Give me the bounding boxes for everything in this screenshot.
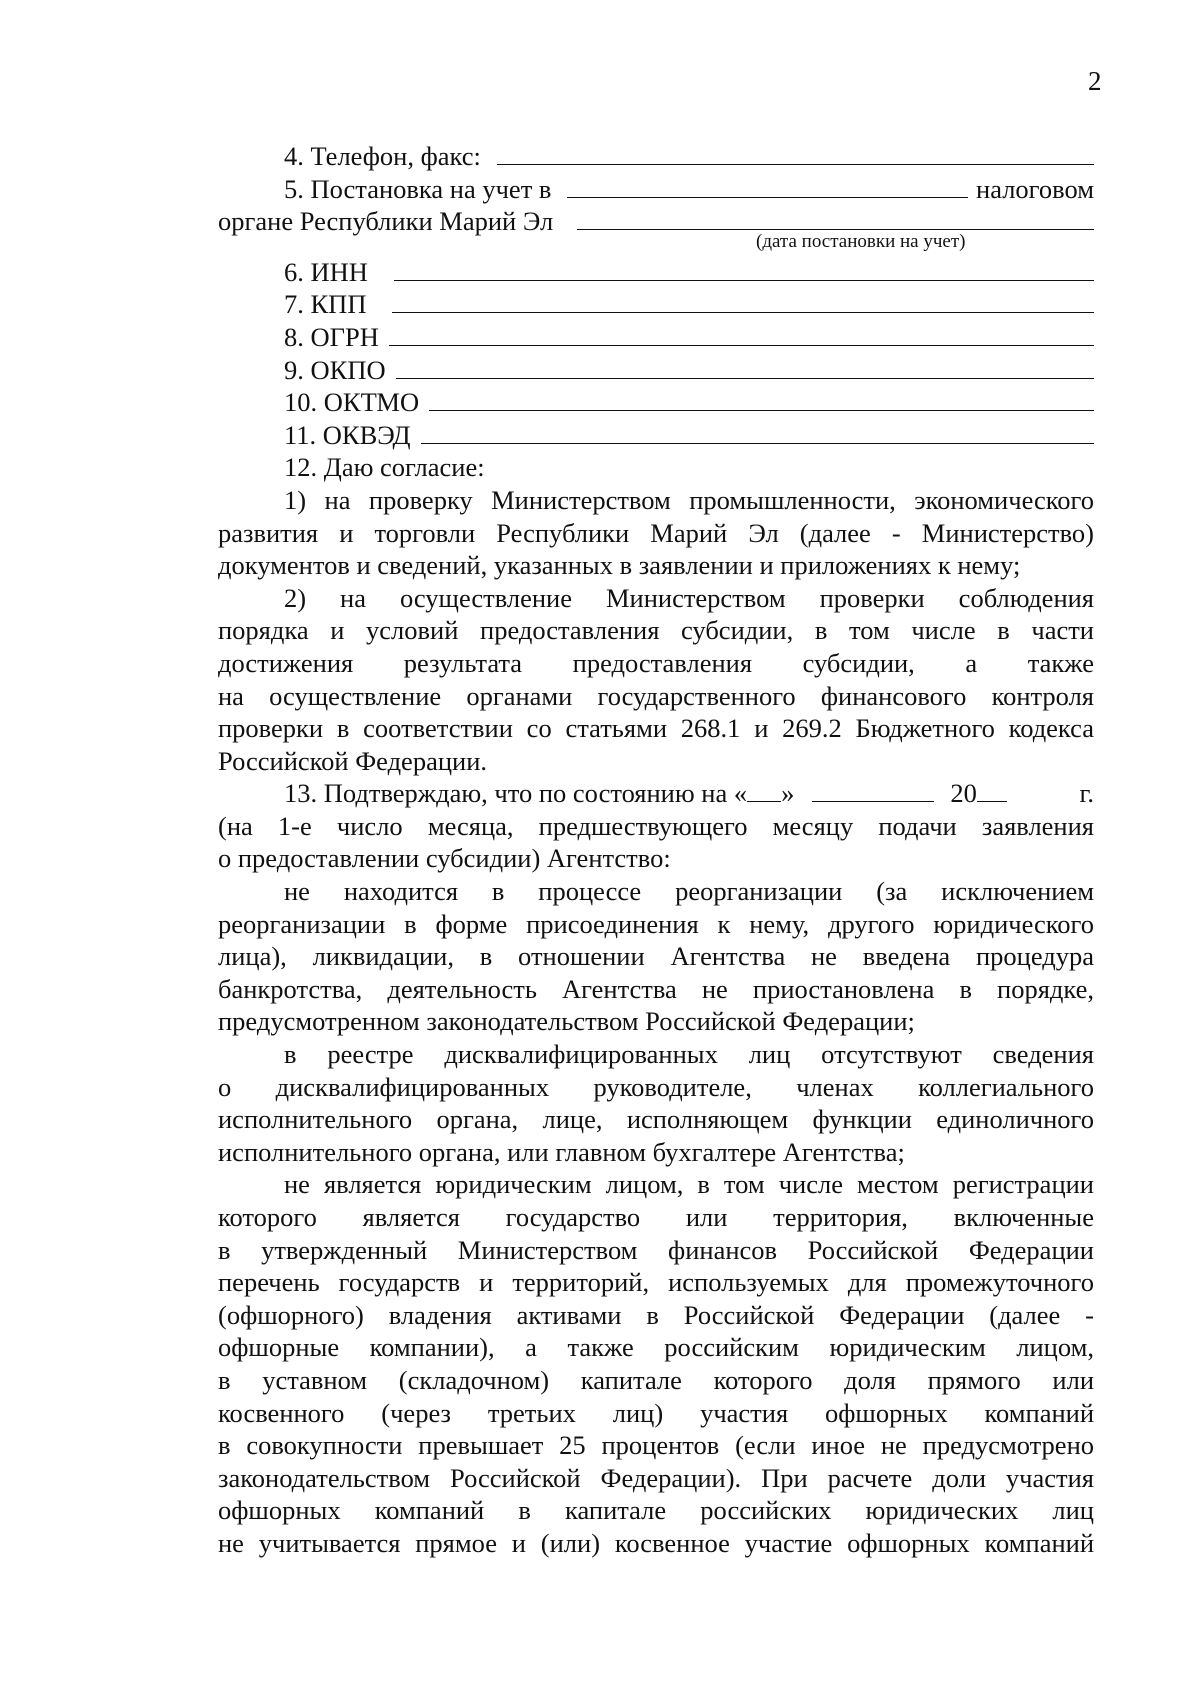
field-caption: (дата постановки на учет) (756, 230, 966, 252)
blank-line (394, 258, 1094, 281)
field-label: 7. КПП (284, 289, 367, 320)
blank-month (812, 779, 934, 802)
text-line: в утвержденный Министерством финансов Российской Федерации (218, 1234, 1094, 1265)
text-line: порядка и условий предоставления субсидии, в том числе в части (218, 615, 1094, 646)
confirm-item-2 (218, 1038, 1094, 1168)
text-line: перечень государств и территорий, используемых для промежуточного (218, 1267, 1094, 1298)
text-segment: г. (1079, 778, 1094, 809)
field-phone (218, 140, 1094, 173)
field-label: 4. Телефон, факс: (284, 141, 481, 171)
blank-line (497, 142, 1094, 165)
field-label: 8. ОГРН (284, 321, 379, 352)
blank-line (389, 323, 1094, 346)
blank-line (429, 388, 1094, 411)
text-line: в уставном (складочном) капитале которого доля прямого или (218, 1364, 1094, 1395)
field-kpp (218, 288, 1094, 321)
field-oktmo (218, 386, 1094, 419)
page-number: 2 (1088, 66, 1102, 96)
text-line: не находится в процессе реорганизации (за исключением (284, 876, 1094, 907)
confirm-date-line (218, 777, 1094, 810)
text-line: 1) на проверку Министерством промышленности, экономического (284, 484, 1094, 515)
consent-item-2 (218, 582, 1094, 778)
text-line: в совокупности превышает 25 процентов (если иное не предусмотрено (218, 1430, 1094, 1461)
text-line: исполнительного органа, лице, исполняющем функции единоличного (218, 1104, 1094, 1135)
text-line: (офшорного) владения активами в Российской Федерации (далее - (218, 1299, 1094, 1330)
field-label: 5. Постановка на учет в (284, 173, 552, 204)
text-line: документов и сведений, указанных в заявлении и приложениях к нему; (218, 550, 1021, 581)
blank-year (977, 779, 1007, 802)
text-line: предусмотренном законодательством Российской Федерации; (218, 1006, 915, 1037)
consent-heading: 12. Даю согласие: (284, 452, 485, 483)
text-segment: 13. Подтверждаю, что по состоянию на « (284, 778, 748, 809)
field-label: 9. ОКПО (284, 354, 386, 385)
text-line: офшорных компаний в капитале российских юридических лиц (218, 1495, 1094, 1526)
text-line: исполнительного органа, или главном бухгалтере Агентства; (218, 1136, 905, 1167)
text-line: реорганизации в форме присоединения к нему, другого юридического (218, 908, 1094, 939)
text-line: законодательством Российской Федерации). При расчете доли участия (218, 1462, 1094, 1493)
text-line: проверки в соответствии со статьями 268.1 и 269.2 Бюджетного кодекса (218, 713, 1094, 744)
text-line: о дисквалифицированных руководителе, членах коллегиального (218, 1071, 1094, 1102)
document-body (218, 140, 1094, 1560)
text-line: лица), ликвидации, в отношении Агентства не введена процедура (218, 941, 1094, 972)
text-segment: 20 (950, 778, 977, 809)
field-label: 10. ОКТМО (284, 387, 420, 418)
text-line: развития и торговли Республики Марий Эл (далее - Министерство) (218, 517, 1094, 548)
confirm-item-1 (218, 875, 1094, 1038)
field-label: 6. ИНН (284, 256, 368, 287)
text-line: (на 1-е число месяца, предшествующего месяцу подачи заявления (218, 810, 1094, 841)
field-label-tail: налоговом (976, 173, 1094, 204)
text-line: офшорные компании), а также российским юридическим лицом, (218, 1332, 1094, 1363)
blank-day (747, 779, 781, 802)
text-line: 2) на осуществление Министерством проверки соблюдения (284, 582, 1094, 613)
text-line: на осуществление органами государственного финансового контроля (218, 680, 1094, 711)
text-line: не является юридическим лицом, в том числе местом регистрации (284, 1169, 1094, 1200)
text-line: банкротства, деятельность Агентства не приостановлена в порядке, (218, 973, 1094, 1004)
field-inn (218, 256, 1094, 289)
text-line: которого является государство или территория, включенные (218, 1202, 1094, 1232)
field-label: органе Республики Марий Эл (218, 206, 554, 237)
text-line: косвенного (через третьих лиц) участия офшорных компаний (218, 1397, 1094, 1428)
text-line: о предоставлении субсидии) Агентство: (218, 843, 671, 874)
field-ogrn (218, 321, 1094, 354)
blank-line (577, 207, 1094, 230)
blank-line (396, 356, 1094, 379)
field-tax-registration (218, 173, 1094, 206)
field-okpo (218, 354, 1094, 387)
field-okved (218, 419, 1094, 452)
confirm-item-3 (218, 1168, 1094, 1559)
consent-item-1 (218, 484, 1094, 582)
blank-line (567, 175, 968, 198)
text-segment: » (781, 778, 795, 809)
text-line: не учитывается прямое и (или) косвенное участие офшорных компаний (218, 1527, 1094, 1558)
blank-line (421, 421, 1094, 444)
text-line: в реестре дисквалифицированных лиц отсутствуют сведения (284, 1039, 1094, 1070)
blank-line (392, 290, 1094, 313)
field-label: 11. ОКВЭД (284, 419, 411, 450)
text-line: достижения результата предоставления субсидии, а также (218, 647, 1094, 678)
text-line: Российской Федерации. (218, 745, 487, 776)
